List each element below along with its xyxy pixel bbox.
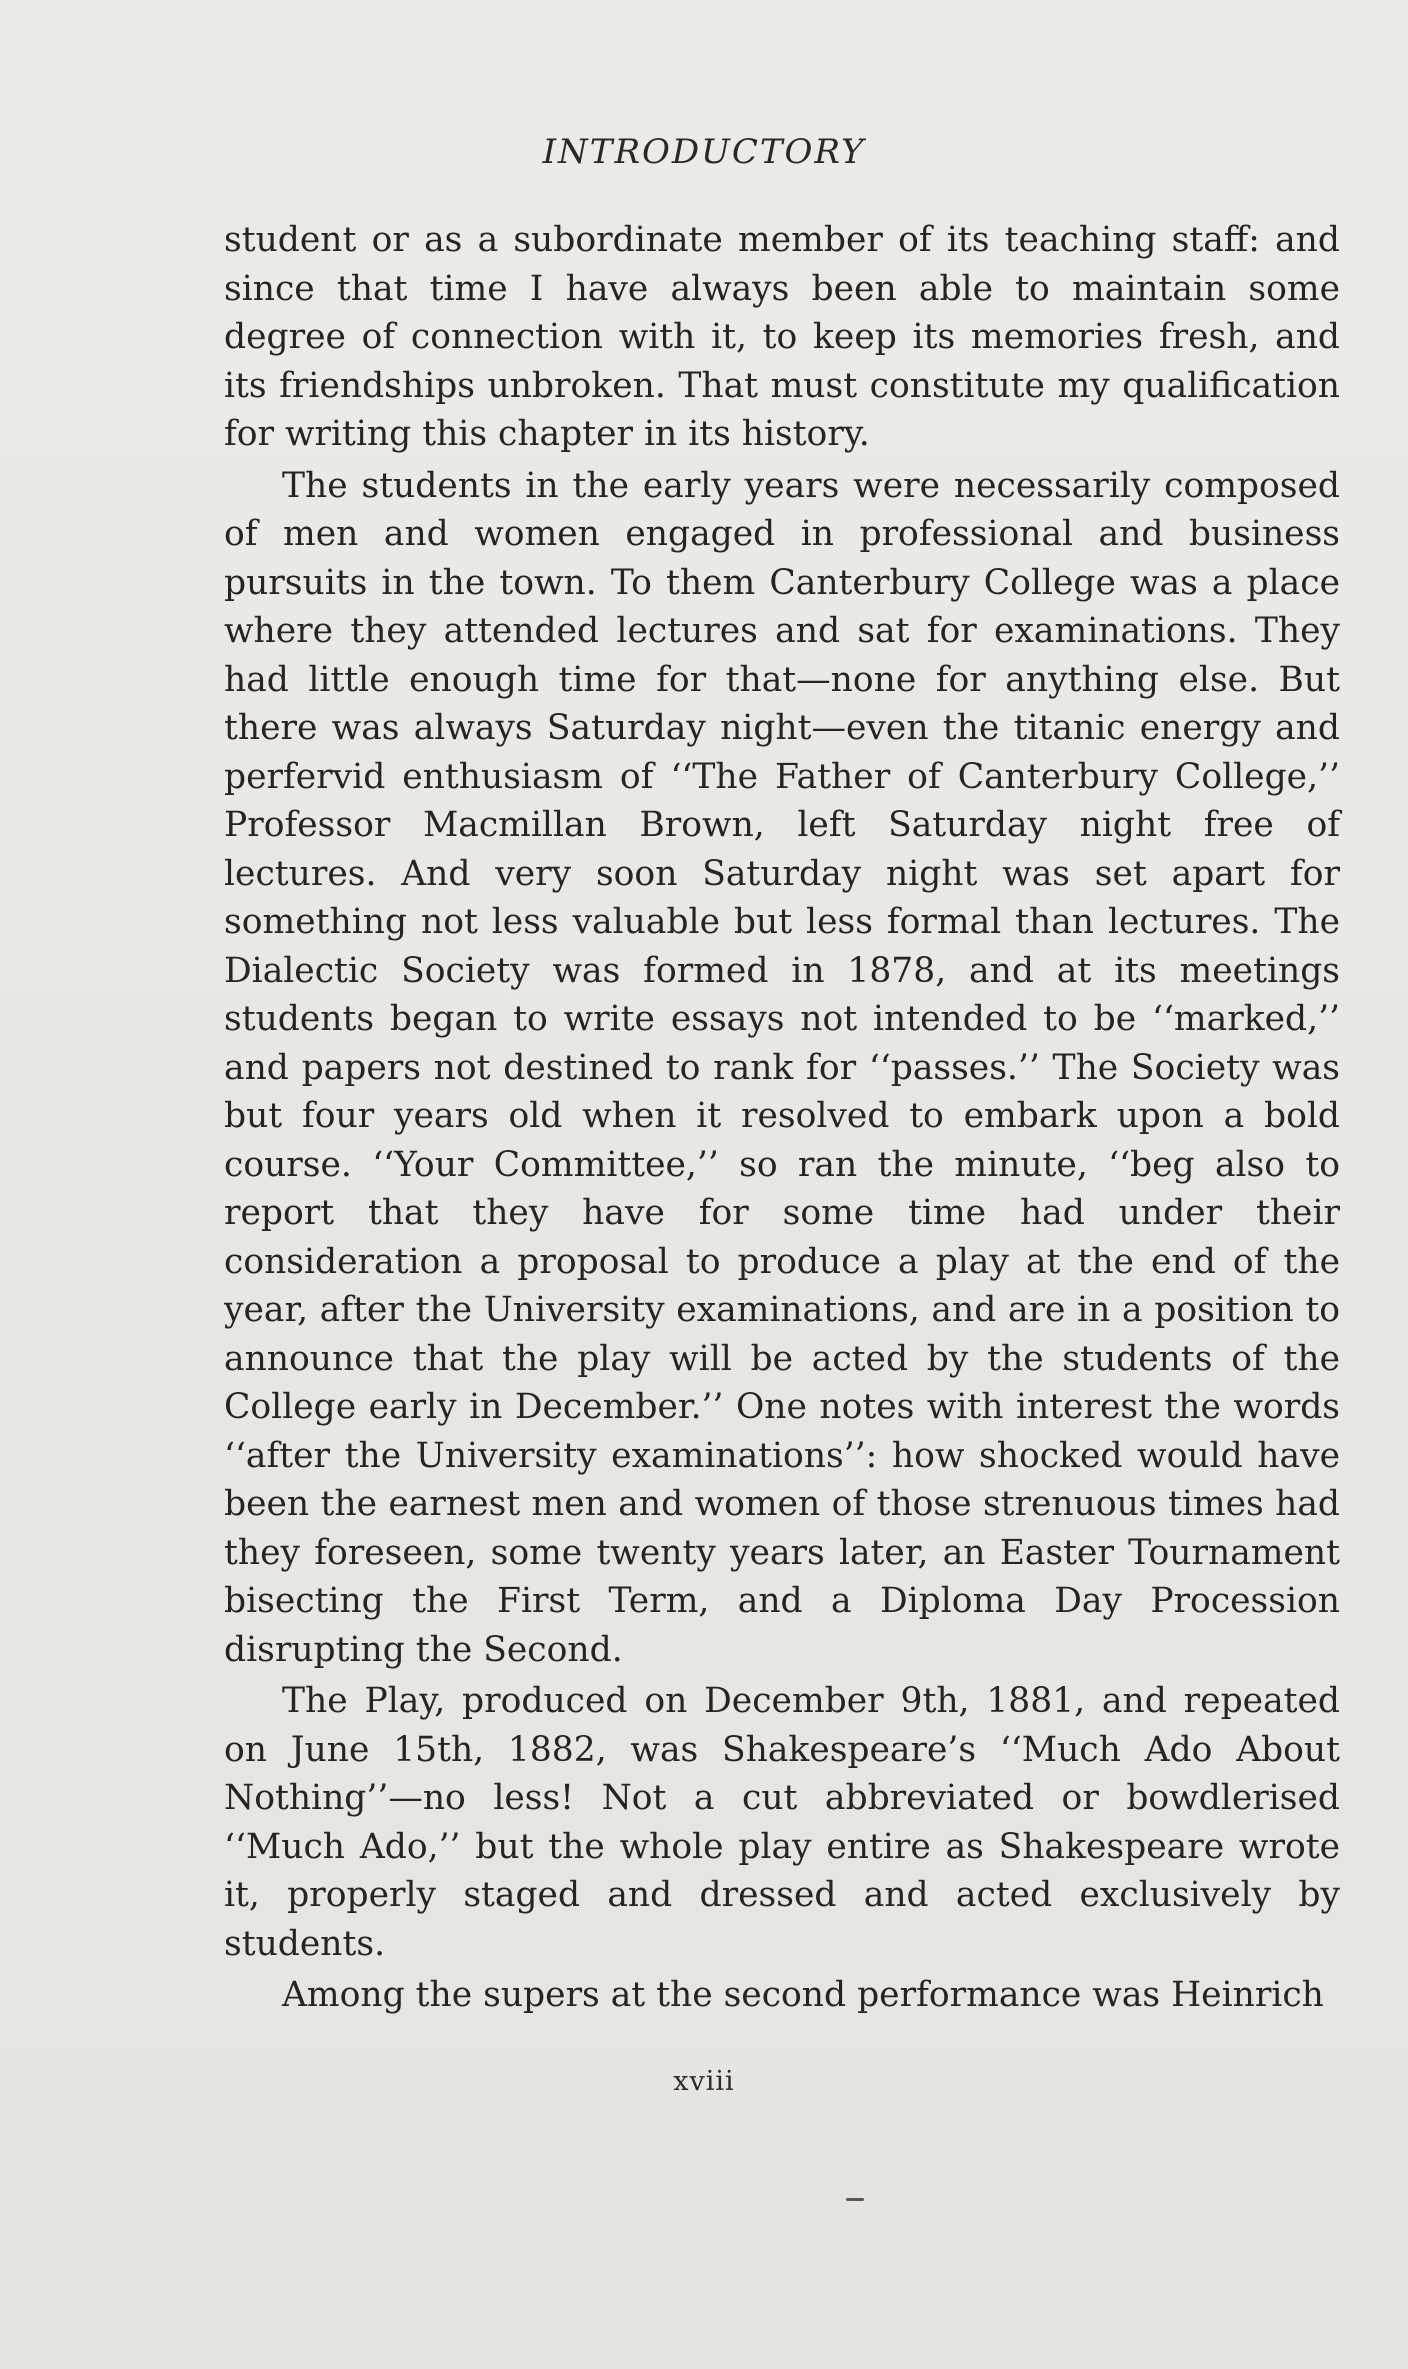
page-number: xviii xyxy=(673,2066,735,2097)
body-text xyxy=(224,216,1340,2020)
paper-speck xyxy=(846,2198,864,2201)
paragraph-early-students: The students in the early years were necessarily composed of men and women engaged in professional and business pursuits in the town. To them Canterbury College was a place where they attended lectures and sat for examinations. They had little enough time for that—none for anything else. But there was always Saturday night—even the titanic energy and perfervid enthusiasm of ‘‘The Father of Canterbury College,’’ Professor Macmillan Brown, left Saturday night free of lectures. And very soon Saturday night was set apart for something not less valuable but less formal than lectures. The Dialectic Society was formed in 1878, and at its meetings students began to write essays not intended to be ‘‘marked,’’ and papers not destined to rank for ‘‘passes.’’ The Society was but four years old when it resolved to embark upon a bold course. ‘‘Your Committee,’’ so ran the minute, ‘‘beg also to report that they have for some time had under their consideration a proposal to produce a play at the end of the year, after the University examinations, and are in a position to announce that the play will be acted by the students of the College early in December.’’ One notes with interest the words ‘‘after the University examinations’’: how shocked would have been the earnest men and women of those strenuous times had they foreseen, some twenty years later, an Easter Tournament bisecting the First Term, and a Diploma Day Procession disrupting the Second. xyxy=(224,465,1340,1670)
paragraph-supers: Among the supers at the second performance was Heinrich xyxy=(282,1975,1324,2015)
paragraph-the-play: The Play, produced on December 9th, 1881, and repeated on June 15th, 1882, was Shakespeare’s ‘‘Much Ado About Nothing’’—no less! Not a cut abbreviated or bowdlerised ‘‘Much Ado,’’ but the whole play entire as Shakespeare wrote it, properly staged and dressed and acted exclusively by students. xyxy=(224,1681,1340,1964)
paragraph-continuation: student or as a subordinate member of its teaching staff: and since that time I have always been able to maintain some degree of connection with it, to keep its memories fresh, and its friendships unbroken. That must constitute my qualification for writing this chapter in its history. xyxy=(224,220,1340,454)
running-head: INTRODUCTORY xyxy=(542,132,866,172)
